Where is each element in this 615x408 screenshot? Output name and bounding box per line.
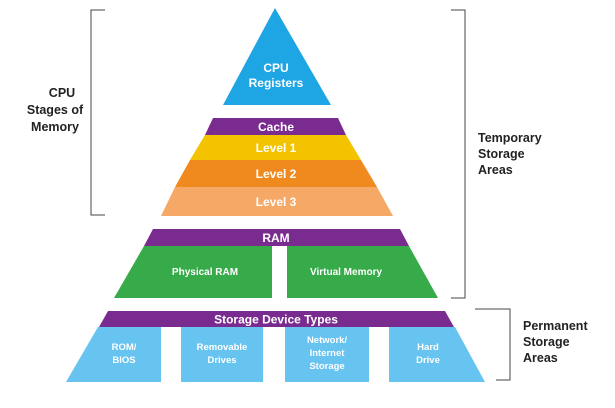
temporary-storage-label-line1: Temporary bbox=[478, 131, 542, 145]
cpu-stages-bracket bbox=[91, 10, 105, 215]
permanent-storage-label-line3: Areas bbox=[523, 351, 558, 365]
temporary-storage-label-line2: Storage bbox=[478, 147, 525, 161]
network-storage-label-line3: Storage bbox=[309, 361, 345, 372]
temporary-storage-label-line3: Areas bbox=[478, 163, 513, 177]
network-storage-label-line2: Internet bbox=[309, 348, 345, 359]
cpu-registers-label-line2: Registers bbox=[248, 76, 304, 90]
permanent-storage-label-line2: Storage bbox=[523, 335, 570, 349]
temporary-storage-bracket bbox=[451, 10, 465, 298]
cpu-registers-tier bbox=[223, 8, 331, 105]
rom-bios-label-line1: ROM/ bbox=[111, 342, 137, 353]
permanent-storage-bracket bbox=[475, 309, 510, 380]
removable-drives-label-line1: Removable bbox=[196, 342, 248, 353]
hard-drive-label-line2: Drive bbox=[416, 355, 440, 366]
permanent-storage-label-line1: Permanent bbox=[523, 319, 588, 333]
cache-label: Cache bbox=[257, 120, 295, 134]
ram-label: RAM bbox=[262, 231, 290, 245]
hard-drive-label-line1: Hard bbox=[417, 342, 439, 353]
level2-label: Level 2 bbox=[255, 167, 297, 181]
cpu-stages-label-line3: Memory bbox=[31, 120, 79, 134]
cpu-registers-label-line1: CPU bbox=[263, 61, 289, 75]
virtual-memory-label: Virtual Memory bbox=[309, 267, 383, 278]
network-storage-label-line1: Network/ bbox=[306, 335, 348, 346]
level1-label: Level 1 bbox=[255, 141, 297, 155]
rom-bios-label-line2: BIOS bbox=[112, 355, 136, 366]
level3-label: Level 3 bbox=[255, 195, 297, 209]
cpu-stages-label-line1: CPU bbox=[48, 86, 76, 100]
cpu-stages-label-line2: Stages of bbox=[26, 103, 84, 117]
physical-ram-label: Physical RAM bbox=[171, 267, 239, 278]
storage-types-label: Storage Device Types bbox=[214, 312, 338, 327]
removable-drives-label-line2: Drives bbox=[207, 355, 237, 366]
